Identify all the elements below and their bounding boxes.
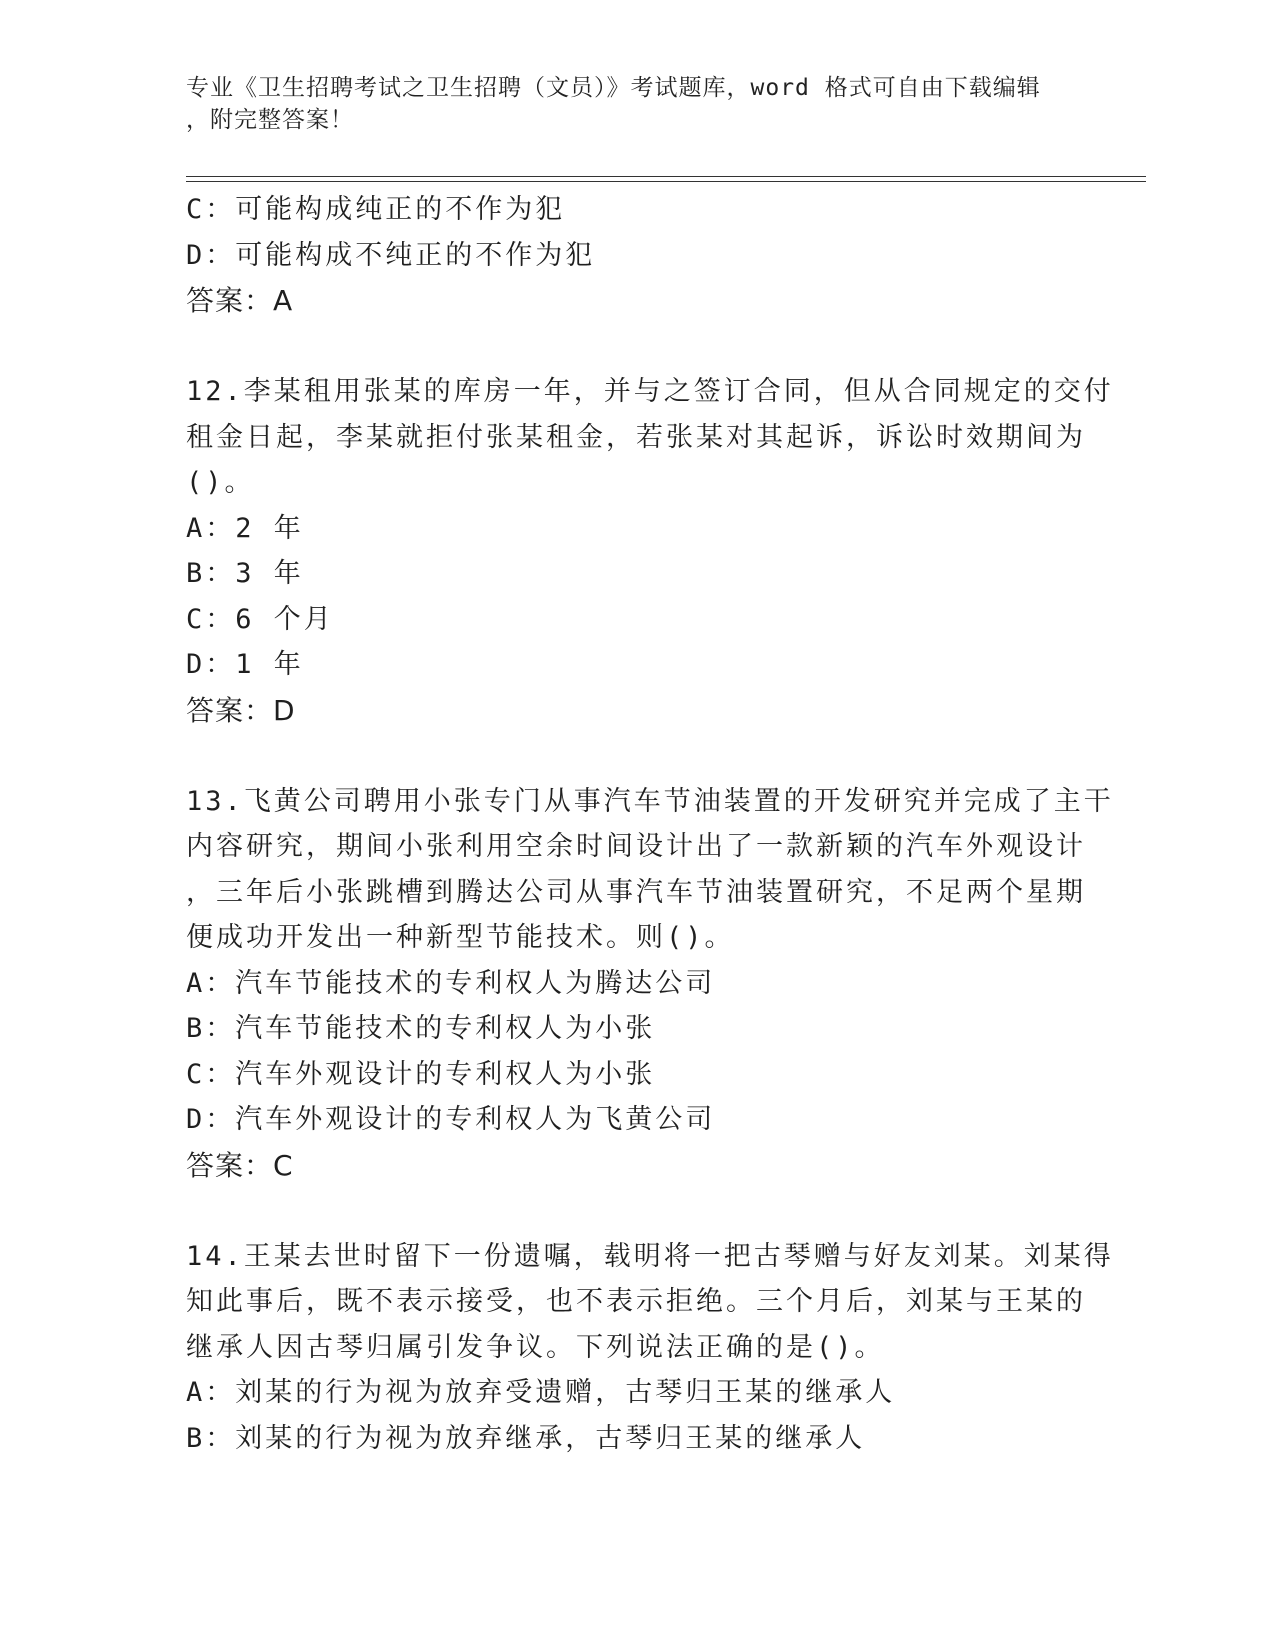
question-text: 便成功开发出一种新型节能技术。则()。	[186, 922, 735, 953]
question-text: 继承人因古琴归属引发争议。下列说法正确的是()。	[186, 1331, 885, 1363]
option-d: D：1 年	[186, 649, 304, 680]
option-d: D：可能构成不纯正的不作为犯	[186, 239, 596, 271]
option-b: B：汽车节能技术的专利权人为小张	[186, 1013, 656, 1044]
spacer	[186, 733, 1086, 779]
option-c: C：汽车外观设计的专利权人为小张	[186, 1058, 656, 1090]
option-a: A：刘某的行为视为放弃受遗赠，古琴归王某的继承人	[186, 1377, 896, 1408]
header-divider	[186, 181, 1146, 182]
option-d: D：汽车外观设计的专利权人为飞黄公司	[186, 1104, 716, 1135]
question-text: 14.王某去世时留下一份遗嘱，载明将一把古琴赠与好友刘某。刘某得	[186, 1240, 1114, 1272]
page-header	[186, 72, 1086, 136]
option-a: A：2 年	[186, 512, 304, 544]
question-text: ()。	[186, 467, 255, 498]
spacer	[186, 1188, 1086, 1234]
question-block	[186, 369, 1114, 733]
option-a: A：汽车节能技术的专利权人为腾达公司	[186, 967, 716, 999]
answer-line: 答案：A	[186, 284, 294, 317]
header-line: ，附完整答案！	[186, 107, 354, 133]
question-text: ，三年后小张跳槽到腾达公司从事汽车节油装置研究，不足两个星期	[186, 876, 1086, 908]
header-line: 专业《卫生招聘考试之卫生招聘（文员）》考试题库，word 格式可自由下载编辑	[186, 75, 1041, 101]
answer-line: 答案：D	[186, 693, 296, 727]
question-text: 知此事后，既不表示接受，也不表示拒绝。三个月后，刘某与王某的	[186, 1286, 1086, 1317]
question-block	[186, 187, 1086, 324]
option-c: C：6 个月	[186, 603, 334, 635]
spacer	[186, 324, 1086, 370]
answer-line: 答案：C	[186, 1148, 294, 1182]
header-divider	[186, 176, 1146, 177]
question-text: 内容研究，期间小张利用空余时间设计出了一款新颖的汽车外观设计	[186, 831, 1086, 862]
option-b: B：3 年	[186, 558, 304, 589]
question-block	[186, 779, 1114, 1189]
question-text: 12.李某租用张某的库房一年，并与之签订合同，但从合同规定的交付	[186, 376, 1114, 407]
option-b: B：刘某的行为视为放弃继承，古琴归王某的继承人	[186, 1422, 866, 1454]
question-block	[186, 1234, 1114, 1462]
question-content	[186, 187, 1114, 1461]
question-text: 13.飞黄公司聘用小张专门从事汽车节油装置的开发研究并完成了主干	[186, 785, 1114, 817]
question-text: 租金日起，李某就拒付张某租金，若张某对其起诉，诉讼时效期间为	[186, 421, 1086, 453]
option-c: C：可能构成纯正的不作为犯	[186, 194, 566, 225]
